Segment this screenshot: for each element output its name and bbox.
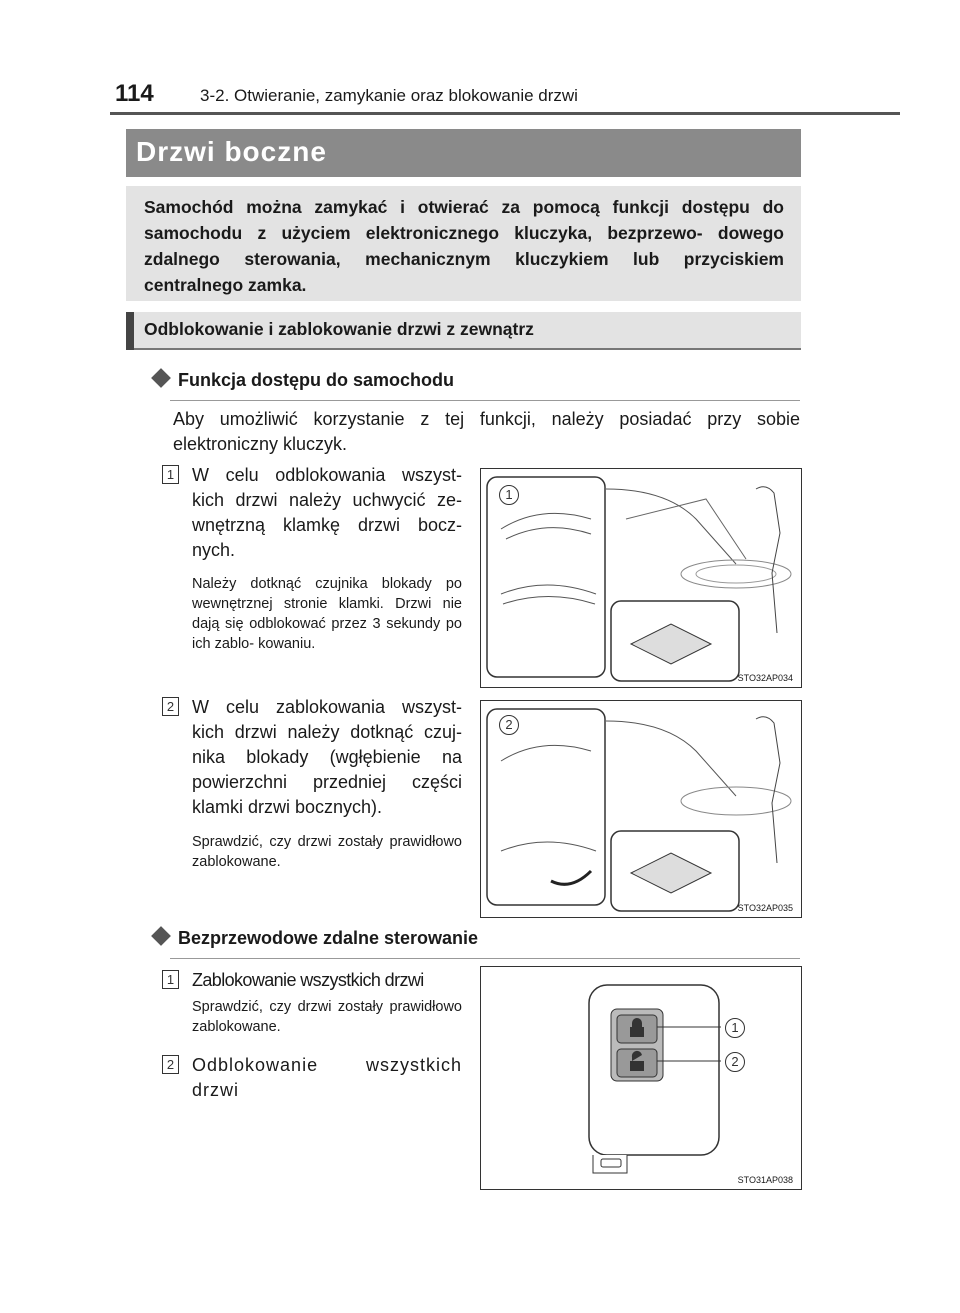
smart-entry-heading-text: Funkcja dostępu do samochodu	[178, 370, 455, 390]
wireless-step-num-1: 1	[162, 970, 179, 989]
figure-code: STO32AP034	[737, 673, 793, 683]
figure-smart-unlock	[480, 468, 802, 688]
figure-callout-1: 1	[725, 1018, 745, 1038]
wireless-step-num-2: 2	[162, 1055, 179, 1074]
step-2-text: W celu zablokowania wszyst- kich drzwi należy dotknąć czuj- nika blokady (wgłębienie na powierzchni przedniej części klamki drzwi bocznych).	[192, 697, 462, 817]
diamond-bullet-icon	[151, 368, 171, 388]
intro-text: Samochód można zamykać i otwierać za pomocą funkcji dostępu do samochodu z użyciem elektronicznego kluczyka, bezprzewo- dowego zdalnego sterowania, mechanicznym kluczykiem lub przyciskiem centralnego zamka.	[144, 197, 784, 295]
wireless-step-1-text: Zablokowanie wszystkich drzwi	[192, 970, 424, 990]
step-num-2: 2	[162, 697, 179, 716]
smart-entry-intro: Aby umożliwić korzystanie z tej funkcji, należy posiadać przy sobie elektroniczny kluczyk.	[173, 409, 800, 454]
running-title: 3-2. Otwieranie, zamykanie oraz blokowanie drzwi	[200, 86, 578, 105]
figure-code: STO32AP035	[737, 903, 793, 913]
figure-callout-1: 1	[499, 485, 519, 505]
figure-callout-2: 2	[499, 715, 519, 735]
wireless-heading-text: Bezprzewodowe zdalne sterowanie	[178, 928, 479, 948]
heading-underline	[170, 958, 800, 959]
step-1-note: Należy dotknąć czujnika blokady po wewnętrznej stronie klamki. Drzwi nie dają się odblokować przez 3 sekundy po ich zablo- kowaniu.	[192, 576, 462, 652]
diamond-bullet-icon	[151, 926, 171, 946]
page-number: 114	[115, 80, 154, 107]
step-2-note: Sprawdzić, czy drzwi zostały prawidłowo zablokowane.	[192, 834, 462, 870]
step-1-text: W celu odblokowania wszyst- kich drzwi należy uchwycić ze- wnętrzną klamkę drzwi bocz- nych.	[192, 465, 462, 560]
figure-callout-2: 2	[725, 1052, 745, 1072]
subsection-bar	[126, 312, 801, 350]
key-fob-illustration	[481, 967, 801, 1189]
section-title-bar	[126, 129, 801, 177]
smart-entry-heading	[150, 370, 454, 391]
header-rule	[110, 112, 900, 115]
subsection-title: Odblokowanie i zablokowanie drzwi z zewnątrz	[144, 319, 534, 339]
car-door-lock-illustration	[481, 701, 801, 917]
intro-box	[126, 186, 801, 301]
wireless-heading	[150, 928, 478, 949]
figure-code: STO31AP038	[737, 1175, 793, 1185]
figure-remote-key	[480, 966, 802, 1190]
wireless-step-2-text: Odblokowanie wszystkich drzwi	[192, 1055, 462, 1100]
heading-underline	[170, 400, 800, 401]
step-num-1: 1	[162, 465, 179, 484]
car-door-unlock-illustration	[481, 469, 801, 687]
figure-smart-lock	[480, 700, 802, 918]
wireless-step-1-note: Sprawdzić, czy drzwi zostały prawidłowo zablokowane.	[192, 999, 462, 1035]
section-title: Drzwi boczne	[136, 136, 327, 167]
